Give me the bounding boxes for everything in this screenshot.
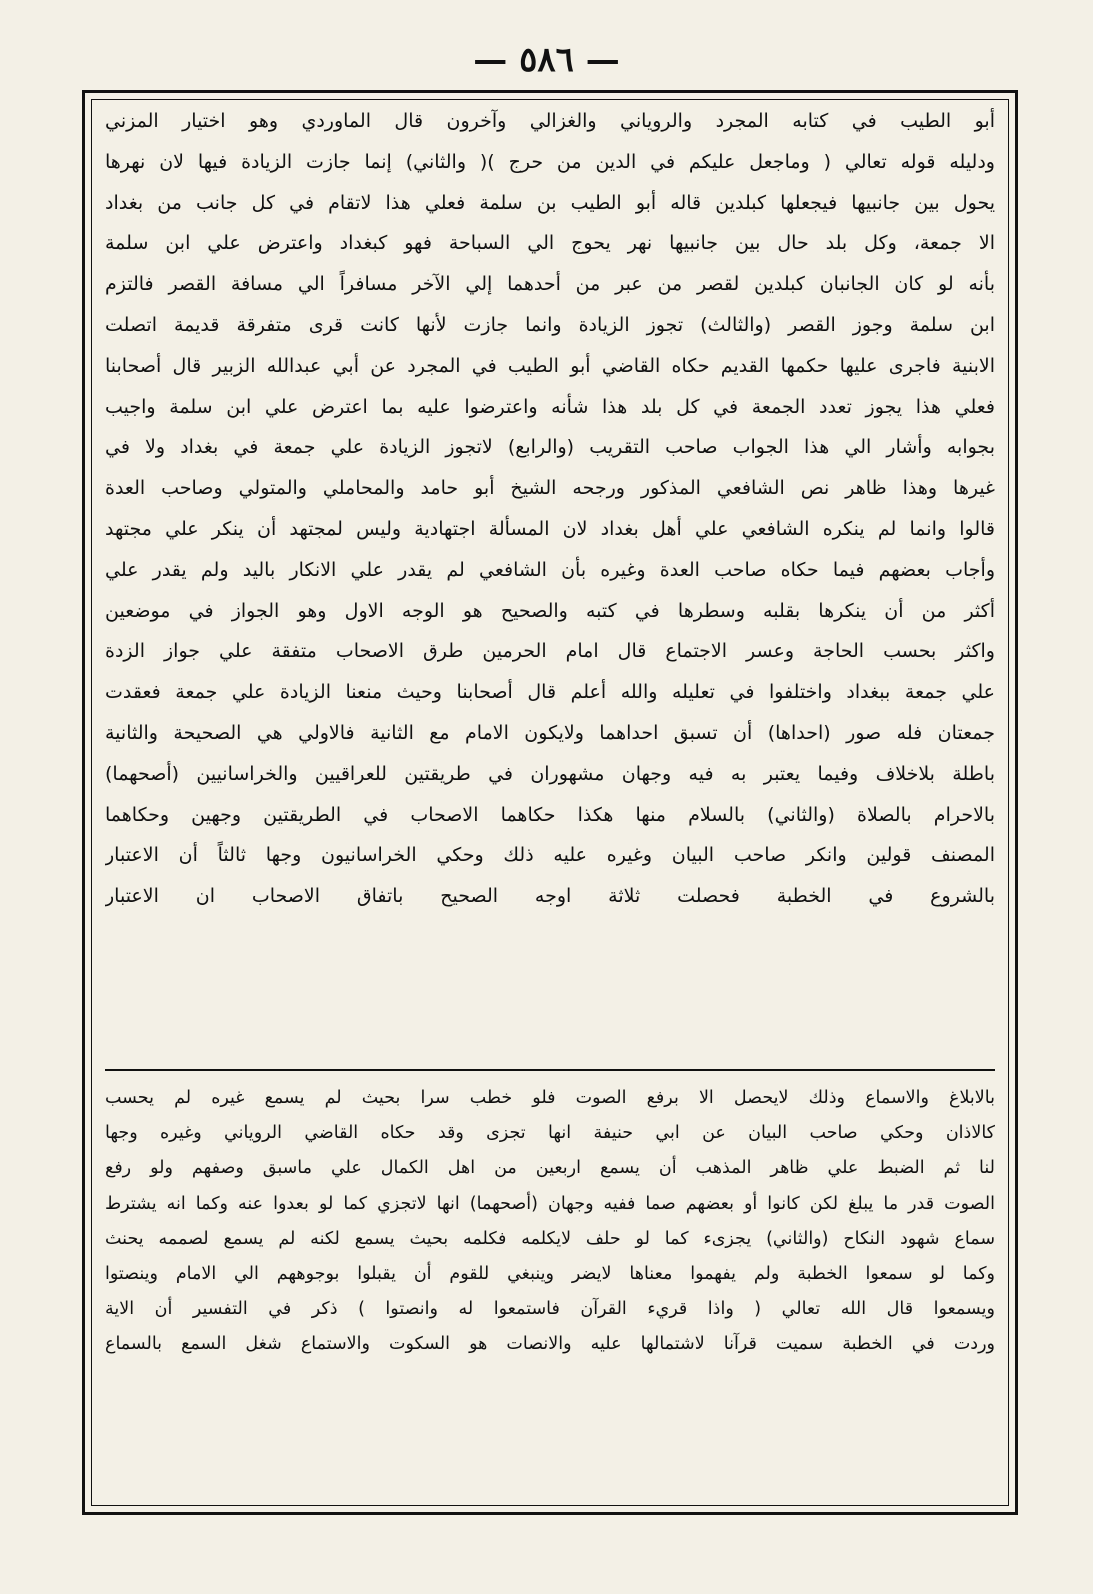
main-line: علي جمعة ببغداد واختلفوا في تعليله والله أعلم قال أصحابنا وحيث منعنا الزيادة علي جمعة فعقدت (105, 681, 995, 704)
footnote-line: كالاذان وحكي صاحب البيان عن ابي حنيفة انها تجزى وقد حكاه القاضي الروياني وغيره وجها (105, 1123, 995, 1144)
main-line: بالاحرام بالصلاة (والثاني) بالسلام منها هكذا حكاهما الاصحاب في الطريقتين وجهين وحكاهما (105, 803, 995, 826)
footnote-line: لنا ثم الضبط علي ظاهر المذهب أن يسمع اربعين من اهل الكمال علي ماسبق وصفهم ولو رفع (105, 1158, 995, 1179)
footnote-line: سماع شهود النكاح (والثاني) يجزىء كما لو حلف لايكلمه فكلمه بحيث يسمع لكنه لم يسمع لصممه يحنث (105, 1228, 995, 1249)
footnote-line: وردت في الخطبة سميت قرآنا لاشتمالها عليه والانصات هو السكوت والاستماع شغل السمع بالسماع (105, 1334, 995, 1355)
main-line: المصنف قولين وانكر صاحب البيان وغيره عليه ذلك وحكي الخراسانيون وجها ثالثاً أن الاعتبار (105, 844, 995, 867)
main-line: ابن سلمة وجوز القصر (والثالث) تجوز الزيادة وانما جازت لأنها كانت قرى متفرقة قديمة اتصلت (105, 313, 995, 336)
footnote-line: بالابلاغ والاسماع وذلك لايحصل الا برفع الصوت فلو خطب سرا بحيث لم يسمع غيره لم يحسب (105, 1088, 995, 1108)
footnote-text (105, 1081, 995, 1363)
main-line: وأجاب بعضهم فيما حكاه صاحب العدة وغيره بأن الشافعي لم يقدر علي الانكار باليد ولم يقدر علي (105, 558, 995, 581)
main-line: يحول بين جانبيها فيجعلها كبلدين قاله أبو الطيب بن سلمة فعلي هذا لاتقام في كل جانب من بغداد (105, 191, 995, 214)
main-line: أبو الطيب في كتابه المجرد والروياني والغزالي وآخرون قال الماوردي وهو اختيار المزني (105, 110, 995, 132)
main-line: واكثر بحسب الحاجة وعسر الاجتماع قال امام الحرمين طرق الاصحاب متفقة علي جواز الزدة (105, 640, 995, 663)
main-line: فعلي هذا يجوز تعدد الجمعة في كل بلد هذا شأنه واعترضوا عليه بما اعترض علي ابن سلمة واجيب (105, 395, 995, 418)
main-line: الا جمعة، وكل بلد حال بين جانبيها نهر يحوج الي السباحة فهو كبغداد واعترض علي ابن سلمة (105, 232, 995, 255)
main-text (105, 101, 995, 917)
main-line: قالوا وانما لم ينكره الشافعي علي أهل بغداد لان المسألة اجتهادية وليس لمجتهد أن ينكر علي مجتهد (105, 517, 995, 540)
main-line: غيرها وهذا ظاهر نص الشافعي المذكور ورجحه الشيخ أبو حامد والمحاملي والمتولي وصاحب العدة (105, 477, 995, 500)
page-number: — ٥٨٦ — (473, 40, 620, 80)
main-line: بالشروع في الخطبة فحصلت ثلاثة اوجه الصحيح باتفاق الاصحاب ان الاعتبار (105, 885, 995, 908)
footnote-line: ويسمعوا قال الله تعالي ( واذا قريء القرآن فاستمعوا له وانصتوا ) ذكر في التفسير أن الاية (105, 1299, 995, 1320)
footnote-line: وكما لو سمعوا الخطبة ولم يفهموا معناها لايضر وينبغي للقوم أن يقبلوا بوجوههم الي الامام وينصتوا (105, 1263, 995, 1284)
main-line: باطلة بلاخلاف وفيما يعتبر به فيه وجهان مشهوران في طريقتين للعراقيين والخراسانيين (أصحهما) (105, 762, 995, 785)
main-line: الابنية فاجرى عليها حكمها القديم حكاه القاضي أبو الطيب في المجرد عن أبي عبدالله الزبير قال أصحابنا (105, 354, 995, 377)
main-line: بجوابه وأشار الي هذا الجواب صاحب التقريب (والرابع) لاتجوز الزيادة علي جمعة في بغداد ولا في (105, 436, 995, 459)
page-frame (82, 90, 1018, 1515)
main-line: ودليله قوله تعالي ( وماجعل عليكم في الدين من حرج )( والثاني) إنما جازت الزيادة فيها لان نهرها (105, 150, 995, 173)
main-line: جمعتان فله صور (احداها) أن تسبق احداهما ولايكون الامام مع الثانية فالاولي هي الصحيحة والثانية (105, 721, 995, 744)
footnote-line: الصوت قدر ما يبلغ لكن كانوا أو بعضهم صما ففيه وجهان (أصحهما) انها لاتجزي كما لو بعدوا عنه وكما انه يشترط (105, 1193, 995, 1214)
main-line: بأنه لو كان الجانبان كبلدين لقصر من عبر من أحدهما إلي الآخر مسافراً الي مسافة القصر فالتزم (105, 273, 995, 296)
main-line: أكثر من أن ينكرها بقلبه وسطرها في كتبه والصحيح هو الوجه الاول وهو الجواز في موضعين (105, 599, 995, 622)
footnote-divider (105, 1069, 995, 1071)
